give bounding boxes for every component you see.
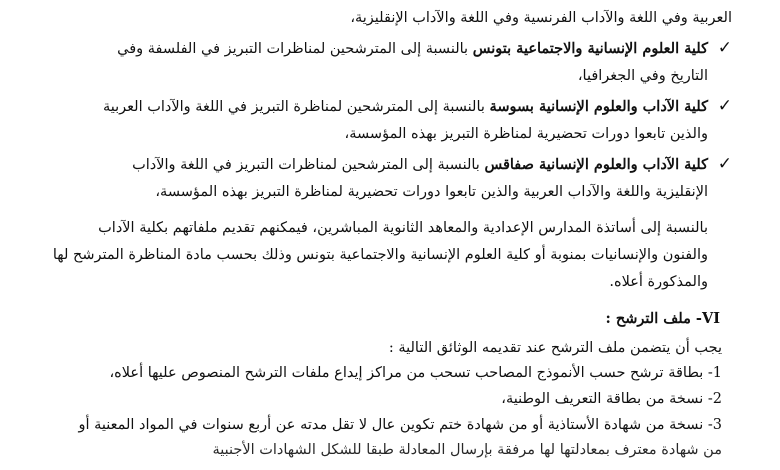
faculty-name: كلية العلوم الإنسانية والاجتماعية بتونس xyxy=(472,40,708,57)
faculty-desc: بالنسبة إلى المترشحين لمناظرات التبريز في اللغة والآداب xyxy=(132,157,485,173)
paragraph-line: والفنون والإنسانيات بمنوبة أو كلية العلوم الإنسانية والاجتماعية بتونس وذلك بحسب مادة المناظرة المترشح لها xyxy=(52,247,708,263)
faculty-item-3 xyxy=(44,154,732,203)
faculty-desc: بالنسبة إلى المترشحين لمناظرات التبريز في الفلسفة وفي xyxy=(117,41,473,57)
teachers-paragraph xyxy=(44,218,732,293)
intro-tail-line: العربية وفي اللغة والآداب الفرنسية وفي اللغة والآداب الإنقليزية، xyxy=(350,10,732,26)
documents-list xyxy=(44,363,732,461)
paragraph-line: والمذكورة أعلاه. xyxy=(609,274,708,290)
paragraph-line: بالنسبة إلى أساتذة المدارس الإعدادية والمعاهد الثانوية المباشرين، فيمكنهم تقديم ملفاتهم بكلية الآداب xyxy=(98,220,708,236)
cut-off-line: من شهادة معترف بمعادلتها لها مرفقة بإرسال المعادلة طبقا للشكل الشهادات الأجنبية xyxy=(212,442,722,458)
list-item: 2- نسخة من بطاقة التعريف الوطنية، xyxy=(501,391,722,407)
faculty-item-1 xyxy=(44,38,732,87)
check-icon: ✓ xyxy=(717,96,732,116)
check-icon: ✓ xyxy=(717,38,732,58)
list-item: 1- بطاقة ترشح حسب الأنموذج المصاحب تسحب من مراكز إيداع ملفات الترشح المنصوص عليها أعلاه، xyxy=(109,365,722,381)
list-item: 3- نسخة من شهادة الأستاذية أو من شهادة ختم تكوين عال لا تقل مدته عن أربع سنوات في المواد المعنية أو xyxy=(78,417,722,433)
faculty-desc-cont: الإنقليزية واللغة والآداب العربية والذين تابعوا دورات تحضيرية لمناظرة التبريز بهذه المؤسسة، xyxy=(155,184,708,200)
faculty-desc-cont: التاريخ وفي الجغرافيا، xyxy=(577,68,708,84)
section-intro: يجب أن يتضمن ملف الترشح عند تقديمه الوثائق التالية : xyxy=(388,340,722,356)
section-heading: VI- ملف الترشح : xyxy=(605,310,720,327)
faculty-name: كلية الآداب والعلوم الإنسانية صفاقس xyxy=(484,156,708,173)
faculty-desc-cont: والذين تابعوا دورات تحضيرية لمناظرة التبريز بهذه المؤسسة، xyxy=(344,126,708,142)
faculty-desc: بالنسبة إلى المترشحين لمناظرة التبريز في اللغة والآداب العربية xyxy=(103,99,490,115)
check-icon: ✓ xyxy=(717,154,732,174)
faculty-name: كلية الآداب والعلوم الإنسانية بسوسة xyxy=(489,98,708,115)
faculty-item-2 xyxy=(44,96,732,145)
